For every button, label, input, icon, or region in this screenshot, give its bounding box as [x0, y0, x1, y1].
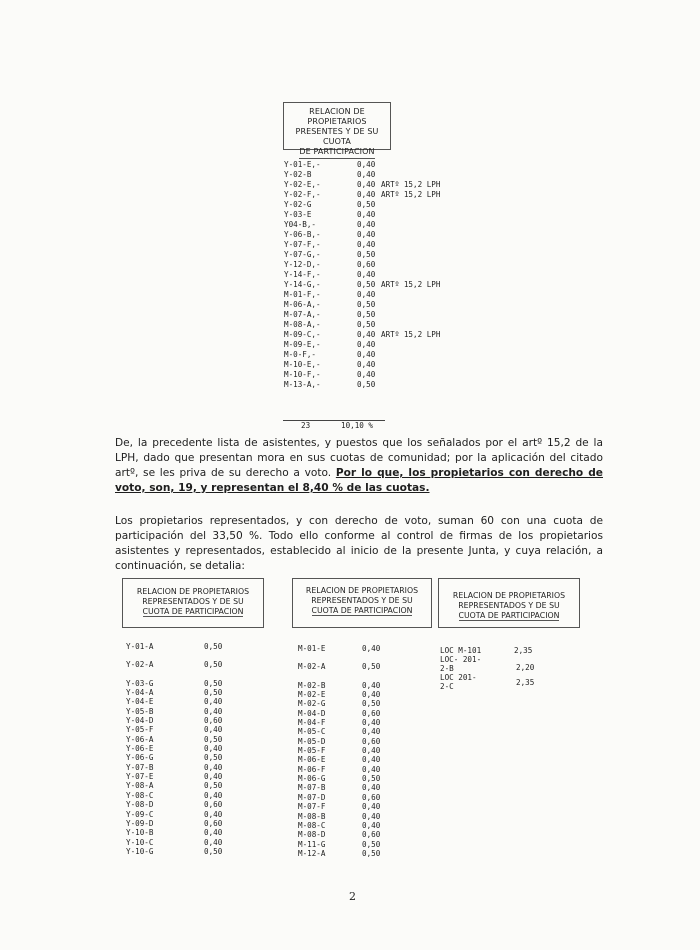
owner-code: Y-09-C — [126, 809, 154, 819]
list-item — [298, 662, 384, 671]
owner-code: Y-07-F,- — [284, 240, 321, 249]
owner-quota: 0,50 — [362, 699, 381, 709]
list-item — [126, 828, 226, 837]
rep-header-line-3: CUOTA DE PARTICIPACION — [142, 607, 244, 616]
list-item — [440, 646, 532, 655]
owner-code: Y-01-E,- — [284, 160, 321, 169]
owner-quota: 0,40 — [357, 270, 376, 279]
owner-code: Y-01-A — [126, 642, 154, 651]
owner-code: M-04-D — [298, 708, 326, 718]
list-item — [284, 330, 440, 340]
owner-code: Y-05-F — [126, 725, 154, 735]
list-item — [298, 737, 384, 746]
owner-quota: 0,40 — [204, 744, 223, 754]
owner-code: M-02-E — [298, 690, 326, 700]
list-item — [284, 190, 440, 200]
owner-code: Y-08-C — [126, 790, 154, 800]
owner-quota: 0,40 — [357, 180, 376, 189]
owner-note: ARTº 15,2 LPH — [381, 180, 441, 189]
owner-quota: 0,40 — [362, 680, 381, 690]
represented-header-box-3 — [438, 578, 580, 628]
owner-code: M-05-C — [298, 727, 326, 737]
owner-quota: 0,40 — [362, 783, 381, 793]
owner-note — [379, 380, 381, 390]
owner-quota: 0,40 — [362, 644, 381, 653]
owner-code: LOC- 201-2-B — [440, 655, 482, 673]
list-item — [298, 644, 384, 653]
owner-quota: 0,40 — [357, 230, 376, 239]
list-item — [126, 763, 226, 772]
owner-code: M-02-A — [298, 662, 326, 672]
rep-header-line-1: RELACION DE PROPIETARIOS — [305, 586, 419, 595]
owner-quota: 0,60 — [362, 830, 381, 840]
list-item — [298, 755, 384, 764]
list-item — [298, 812, 384, 821]
represented-column-2 — [298, 644, 384, 858]
list-item — [126, 642, 226, 651]
owner-code: Y-07-G,- — [284, 250, 321, 259]
owner-code: Y-08-A — [126, 781, 154, 791]
owner-quota: 0,40 — [204, 725, 223, 735]
owner-quota: 0,50 — [204, 734, 223, 744]
list-item — [298, 774, 384, 783]
list-item — [126, 660, 226, 669]
list-item — [126, 819, 226, 828]
owner-quota: 0,40 — [204, 828, 223, 838]
represented-header-box-1 — [122, 578, 264, 628]
list-item — [298, 727, 384, 736]
owner-note — [379, 270, 381, 280]
list-item — [298, 718, 384, 727]
owner-code: M-10-F,- — [284, 370, 321, 379]
owner-code: Y-06-A — [126, 734, 154, 744]
owner-quota: 0,40 — [357, 350, 376, 359]
represented-column-3 — [440, 646, 535, 691]
list-item — [298, 765, 384, 774]
owner-code: Y-07-B — [126, 762, 154, 772]
owner-code: M-09-C,- — [284, 330, 321, 339]
owner-code: M-02-B — [298, 680, 326, 690]
owner-code: Y-02-F,- — [284, 190, 321, 199]
owner-note — [379, 340, 381, 350]
list-item — [298, 699, 384, 708]
list-item — [298, 840, 384, 849]
owner-quota: 0,40 — [362, 718, 381, 728]
list-item — [284, 300, 440, 310]
present-total-count: 23 — [301, 421, 311, 430]
owner-code: M-06-F — [298, 764, 326, 774]
list-item — [126, 772, 226, 781]
owner-quota: 0,40 — [357, 330, 376, 339]
owner-code: Y-06-B,- — [284, 230, 321, 239]
list-item — [126, 838, 226, 847]
owner-note — [379, 370, 381, 380]
owner-quota: 0,60 — [204, 716, 223, 726]
owner-quota: 0,60 — [362, 736, 381, 746]
owner-quota: 0,50 — [357, 310, 376, 319]
owner-quota: 0,50 — [357, 200, 376, 209]
list-item — [126, 735, 226, 744]
owner-code: Y-14-G,- — [284, 280, 321, 289]
owner-code: LOC M-101 — [440, 646, 482, 655]
owner-quota: 2,20 — [516, 663, 535, 672]
owner-quota: 0,50 — [357, 300, 376, 309]
list-item — [284, 270, 440, 280]
owner-quota: 0,50 — [204, 678, 223, 688]
list-item — [126, 810, 226, 819]
owner-quota: 0,50 — [362, 774, 381, 784]
owner-quota: 0,50 — [362, 662, 381, 672]
owner-note — [379, 290, 381, 300]
owner-code: Y-04-D — [126, 716, 154, 726]
owner-quota: 0,50 — [362, 848, 381, 858]
list-item — [298, 830, 384, 839]
owner-code: M-02-G — [298, 699, 326, 709]
list-item — [298, 793, 384, 802]
list-item — [298, 849, 384, 858]
rep-header-line-2: REPRESENTADOS Y DE SU — [458, 601, 560, 610]
list-item — [298, 783, 384, 792]
owner-quota: 2,35 — [516, 678, 535, 687]
owner-code: M-05-D — [298, 736, 326, 746]
list-item — [298, 746, 384, 755]
list-item — [284, 200, 440, 210]
rep-header-line-3: CUOTA DE PARTICIPACION — [458, 611, 560, 620]
owner-note — [379, 170, 381, 180]
owner-quota: 0,50 — [204, 642, 223, 651]
owner-quota: 0,40 — [357, 190, 376, 199]
owner-code: M-08-C — [298, 820, 326, 830]
owner-quota: 2,35 — [514, 646, 533, 655]
owner-code: M-12-A — [298, 848, 326, 858]
present-owners-list — [284, 160, 440, 390]
owner-note — [379, 360, 381, 370]
owner-quota: 0,40 — [357, 360, 376, 369]
owner-code: M-06-E — [298, 755, 326, 765]
owner-quota: 0,40 — [362, 746, 381, 756]
owner-code: M-0-F,- — [284, 350, 317, 359]
rep-header-line-2: REPRESENTADOS Y DE SU — [311, 596, 413, 605]
owner-code: Y-03-G — [126, 678, 154, 688]
rep-header-line-1: RELACION DE PROPIETARIOS — [136, 587, 250, 596]
owner-code: M-07-F — [298, 802, 326, 812]
owner-code: Y-06-E — [126, 744, 154, 754]
owner-code: Y-04-A — [126, 688, 154, 698]
owner-quota: 0,50 — [357, 380, 376, 389]
owner-quota: 0,40 — [357, 340, 376, 349]
owner-code: Y04-B,- — [284, 220, 317, 229]
owner-code: Y-06-G — [126, 753, 154, 763]
owner-code: Y-02-E,- — [284, 180, 321, 189]
list-item — [440, 655, 535, 673]
owner-code: M-07-B — [298, 783, 326, 793]
owner-quota: 0,40 — [204, 762, 223, 772]
list-item — [284, 180, 440, 190]
owner-code: Y-05-B — [126, 706, 154, 716]
owner-quota: 0,40 — [362, 755, 381, 765]
list-item — [284, 280, 440, 290]
owner-code: M-01-F,- — [284, 290, 321, 299]
owner-quota: 0,40 — [362, 727, 381, 737]
represented-header-box-2 — [292, 578, 432, 628]
list-item — [126, 791, 226, 800]
list-item — [126, 744, 226, 753]
list-item — [284, 260, 440, 270]
owner-code: M-07-D — [298, 792, 326, 802]
owner-quota: 0,40 — [357, 210, 376, 219]
owner-quota: 0,50 — [204, 660, 223, 670]
owner-code: Y-10-B — [126, 828, 154, 838]
owner-quota: 0,60 — [204, 818, 223, 828]
owner-quota: 0,50 — [204, 688, 223, 698]
owner-note — [379, 200, 381, 210]
list-item — [284, 360, 440, 370]
owner-code: M-08-D — [298, 830, 326, 840]
owner-quota: 0,50 — [357, 320, 376, 329]
list-item — [284, 320, 440, 330]
owner-note: ARTº 15,2 LPH — [381, 330, 441, 339]
rep-header-line-1: RELACION DE PROPIETARIOS — [452, 591, 566, 600]
owner-quota: 0,50 — [357, 280, 376, 289]
owner-quota: 0,40 — [357, 240, 376, 249]
owner-code: M-04-F — [298, 718, 326, 728]
owner-quota: 0,40 — [362, 764, 381, 774]
owner-code: M-09-E,- — [284, 340, 321, 349]
list-item — [126, 697, 226, 706]
owner-code: M-08-B — [298, 811, 326, 821]
present-total-row — [301, 421, 374, 430]
owner-code: Y-07-E — [126, 772, 154, 782]
header-line-1: RELACION DE PROPIETARIOS — [307, 107, 367, 126]
owner-note: ARTº 15,2 LPH — [381, 190, 441, 199]
owner-quota: 0,40 — [362, 690, 381, 700]
rep-header-line-3: CUOTA DE PARTICIPACION — [311, 606, 413, 615]
list-item — [284, 380, 440, 390]
owner-code: M-13-A,- — [284, 380, 321, 389]
list-item — [284, 160, 440, 170]
owner-note — [379, 230, 381, 240]
owner-quota: 0,40 — [362, 820, 381, 830]
list-item — [126, 707, 226, 716]
owner-quota: 0,40 — [204, 772, 223, 782]
list-item — [126, 688, 226, 697]
owner-quota: 0,60 — [362, 708, 381, 718]
rep-header-line-2: REPRESENTADOS Y DE SU — [142, 597, 244, 606]
owner-note — [379, 210, 381, 220]
owner-code: Y-03-E — [284, 210, 312, 219]
list-item — [284, 340, 440, 350]
present-total-percent: 10,10 % — [341, 421, 374, 430]
paragraph-mora-text: De, la precedente lista de asistentes, y puestos que los señalados por el artº 15,2 de la LPH, dado que presentan mora en sus cuotas de comunidad; por la aplicación del citado artº, se les priva de su derecho a voto. — [115, 437, 603, 479]
list-item — [298, 709, 384, 718]
owner-quota: 0,40 — [357, 220, 376, 229]
list-item — [126, 679, 226, 688]
list-item — [298, 802, 384, 811]
owner-note — [379, 310, 381, 320]
owner-quota: 0,50 — [204, 753, 223, 763]
owner-quota: 0,40 — [362, 811, 381, 821]
list-item — [298, 690, 384, 699]
owner-quota: 0,40 — [204, 809, 223, 819]
owner-code: Y-02-B — [284, 170, 312, 179]
owner-code: M-06-G — [298, 774, 326, 784]
owner-note — [379, 320, 381, 330]
owner-code: Y-12-D,- — [284, 260, 321, 269]
list-item — [284, 310, 440, 320]
owner-quota: 0,50 — [204, 846, 223, 856]
owner-code: M-11-G — [298, 839, 326, 849]
page-number: 2 — [349, 890, 356, 903]
list-item — [298, 681, 384, 690]
owner-note — [379, 160, 381, 170]
list-item — [126, 716, 226, 725]
owner-code: M-05-F — [298, 746, 326, 756]
paragraph-represented: Los propietarios representados, y con derecho de voto, suman 60 con una cuota de participación del 33,50 %. Todo ello conforme al control de firmas de los propietarios asistentes y representados, establecido al inicio de la presente Junta, y cuya relación, a continuación, se detalia: — [115, 515, 603, 572]
list-item — [298, 821, 384, 830]
list-item — [284, 370, 440, 380]
owner-quota: 0,50 — [357, 250, 376, 259]
list-item — [126, 753, 226, 762]
list-item — [284, 240, 440, 250]
owner-code: Y-09-D — [126, 818, 154, 828]
list-item — [284, 290, 440, 300]
present-owners-header-box — [283, 102, 391, 156]
owner-quota: 0,60 — [362, 792, 381, 802]
list-item — [440, 673, 535, 691]
owner-code: Y-10-C — [126, 837, 154, 847]
list-item — [284, 350, 440, 360]
owner-quota: 0,60 — [357, 260, 376, 269]
owner-code: Y-02-A — [126, 660, 154, 670]
owner-code: Y-14-F,- — [284, 270, 321, 279]
list-item — [284, 170, 440, 180]
owner-note — [379, 260, 381, 270]
owner-quota: 0,40 — [204, 706, 223, 716]
list-item — [284, 230, 440, 240]
owner-note: ARTº 15,2 LPH — [381, 280, 441, 289]
owner-note — [379, 220, 381, 230]
owner-note — [379, 350, 381, 360]
owner-quota: 0,40 — [204, 697, 223, 707]
list-item — [126, 847, 226, 856]
owner-code: Y-08-D — [126, 800, 154, 810]
owner-quota: 0,40 — [362, 802, 381, 812]
owner-code: Y-02-G — [284, 200, 312, 209]
list-item — [126, 800, 226, 809]
owner-quota: 0,40 — [357, 290, 376, 299]
owner-code: M-06-A,- — [284, 300, 321, 309]
owner-code: LOC 201-2-C — [440, 673, 477, 691]
owner-quota: 0,60 — [204, 800, 223, 810]
paragraph-mora — [115, 436, 603, 496]
owner-quota: 0,40 — [204, 790, 223, 800]
owner-code: Y-10-G — [126, 846, 154, 856]
list-item — [284, 250, 440, 260]
owner-code: M-07-A,- — [284, 310, 321, 319]
list-item — [284, 210, 440, 220]
header-line-3: DE PARTICIPACION — [299, 147, 374, 159]
owner-quota: 0,50 — [204, 781, 223, 791]
owner-note — [379, 250, 381, 260]
owner-note — [379, 240, 381, 250]
owner-quota: 0,40 — [357, 370, 376, 379]
represented-column-1 — [126, 642, 226, 856]
owner-code: M-10-E,- — [284, 360, 321, 369]
header-line-2: PRESENTES Y DE SU CUOTA — [295, 127, 379, 146]
list-item — [126, 781, 226, 790]
paragraph-mora-emphasis: Por lo que, los propietarios con derecho de voto, son, 19, y representan el 8,40 % de las cuotas. — [115, 467, 603, 494]
owner-quota: 0,50 — [362, 839, 381, 849]
owner-quota: 0,40 — [357, 170, 376, 179]
owner-quota: 0,40 — [357, 160, 376, 169]
owner-note — [379, 300, 381, 310]
list-item — [126, 725, 226, 734]
list-item — [284, 220, 440, 230]
owner-code: M-08-A,- — [284, 320, 321, 329]
owner-code: M-01-E — [298, 644, 326, 653]
owner-quota: 0,40 — [204, 837, 223, 847]
owner-code: Y-04-E — [126, 697, 154, 707]
